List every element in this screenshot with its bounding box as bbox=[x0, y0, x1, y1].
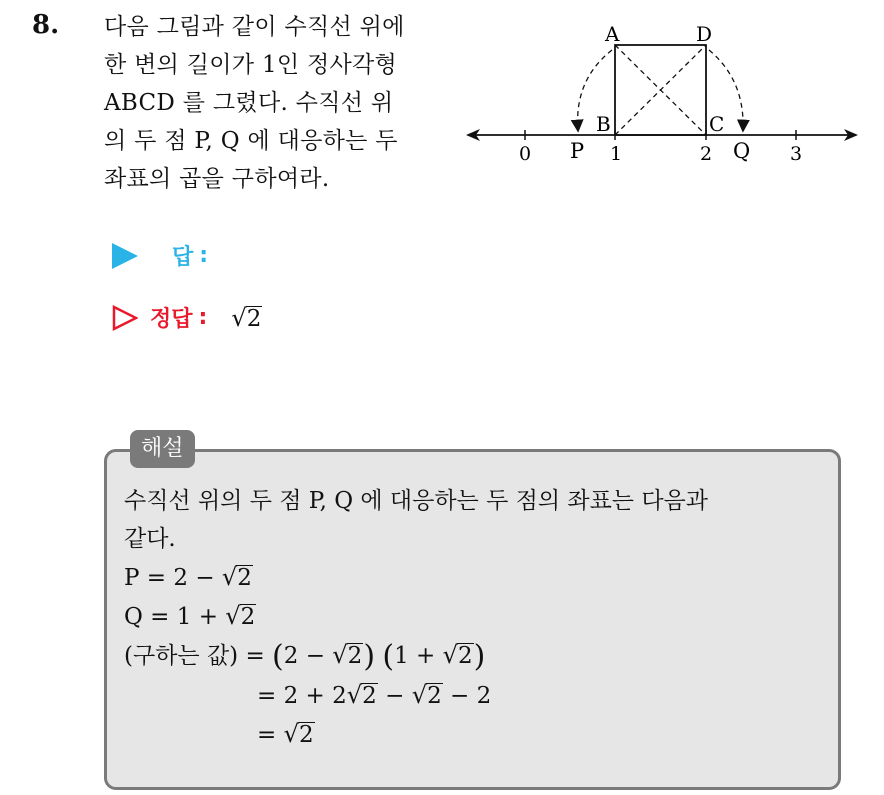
solution-p-equation bbox=[124, 558, 836, 597]
question-line: 다음 그림과 같이 수직선 위에 bbox=[104, 14, 405, 40]
paren-open: ( bbox=[272, 639, 284, 674]
answer-blank-colon: : bbox=[199, 243, 209, 268]
vertex-label-c: C bbox=[709, 112, 725, 136]
question-line: 의 두 점 P, Q 에 대응하는 두 bbox=[104, 128, 398, 154]
solution-step-3 bbox=[124, 715, 836, 754]
sqrt-expression bbox=[231, 304, 262, 332]
paren-open: ( bbox=[382, 639, 395, 674]
p-equation-prefix: P = 2 − bbox=[124, 565, 222, 591]
solution-line: 수직선 위의 두 점 P, Q 에 대응하는 두 점의 좌표는 다음과 bbox=[124, 488, 708, 514]
radicand: 2 bbox=[240, 604, 256, 630]
paren-close: ) bbox=[473, 639, 486, 674]
radical-sign: √ bbox=[231, 303, 247, 332]
step2-part-b: − bbox=[377, 683, 412, 709]
tick-label-2: 2 bbox=[700, 143, 713, 165]
radical-sign: √ bbox=[283, 720, 299, 748]
play-triangle-icon bbox=[112, 243, 138, 269]
question-line: ABCD 를 그렸다. 수직선 위 bbox=[104, 90, 394, 116]
sqrt-expression bbox=[412, 676, 443, 715]
sqrt-expression bbox=[225, 597, 256, 636]
question-line: 한 변의 길이가 1인 정사각형 bbox=[104, 52, 398, 78]
point-label-q: Q bbox=[733, 139, 751, 163]
solution-line: 같다. bbox=[124, 526, 176, 552]
sqrt-expression bbox=[222, 558, 253, 597]
factor-b: 1 + bbox=[394, 643, 443, 669]
correct-answer-value bbox=[231, 304, 262, 332]
solution-tab: 해설 bbox=[130, 430, 195, 468]
radicand: 2 bbox=[427, 683, 442, 709]
radical-sign: √ bbox=[221, 563, 238, 591]
sqrt-expression bbox=[284, 715, 315, 754]
vertex-label-b: B bbox=[596, 112, 611, 136]
paren-close: ) bbox=[363, 639, 376, 674]
correct-answer-colon: : bbox=[198, 305, 208, 330]
solution-q-equation bbox=[124, 597, 836, 636]
step3-equals: = bbox=[257, 722, 284, 748]
tick-label-0: 0 bbox=[519, 143, 532, 165]
radicand: 2 bbox=[362, 683, 377, 709]
question-number: 8. bbox=[32, 10, 60, 40]
solution-product-line bbox=[124, 636, 836, 676]
step2-part-c: − 2 bbox=[442, 683, 492, 709]
answer-blank-label: 답 bbox=[172, 245, 194, 270]
solution-text bbox=[124, 482, 836, 754]
correct-answer-label: 정답 bbox=[150, 307, 193, 332]
solution-step-2 bbox=[124, 676, 836, 715]
outline-triangle-icon bbox=[112, 305, 138, 331]
radical-sign: √ bbox=[332, 641, 348, 669]
radical-sign: √ bbox=[442, 641, 458, 669]
radicand: 2 bbox=[237, 565, 252, 591]
point-label-p: P bbox=[570, 139, 585, 163]
radical-sign: √ bbox=[346, 681, 363, 709]
factor-a: 2 − bbox=[283, 643, 333, 669]
radicand: 2 bbox=[246, 305, 262, 332]
vertex-label-d: D bbox=[696, 22, 713, 46]
sqrt-expression bbox=[332, 636, 363, 675]
tick-label-1: 1 bbox=[610, 143, 623, 165]
correct-answer-row bbox=[112, 302, 262, 333]
radicand: 2 bbox=[457, 643, 473, 669]
product-label: (구하는 값) = bbox=[124, 643, 273, 669]
answer-blank-row bbox=[112, 240, 208, 271]
q-equation-prefix: Q = 1 + bbox=[124, 604, 226, 630]
radicand: 2 bbox=[298, 722, 314, 748]
tick-label-3: 3 bbox=[790, 143, 803, 165]
sqrt-expression bbox=[443, 636, 474, 675]
sqrt-expression bbox=[347, 676, 378, 715]
number-line-figure bbox=[462, 20, 862, 170]
radical-sign: √ bbox=[225, 602, 241, 630]
radicand: 2 bbox=[347, 643, 363, 669]
vertex-label-a: A bbox=[605, 22, 620, 46]
radical-sign: √ bbox=[411, 681, 428, 709]
step2-part-a: = 2 + 2 bbox=[257, 683, 347, 709]
question-line: 좌표의 곱을 구하여라. bbox=[104, 166, 330, 192]
question-text bbox=[104, 8, 454, 198]
